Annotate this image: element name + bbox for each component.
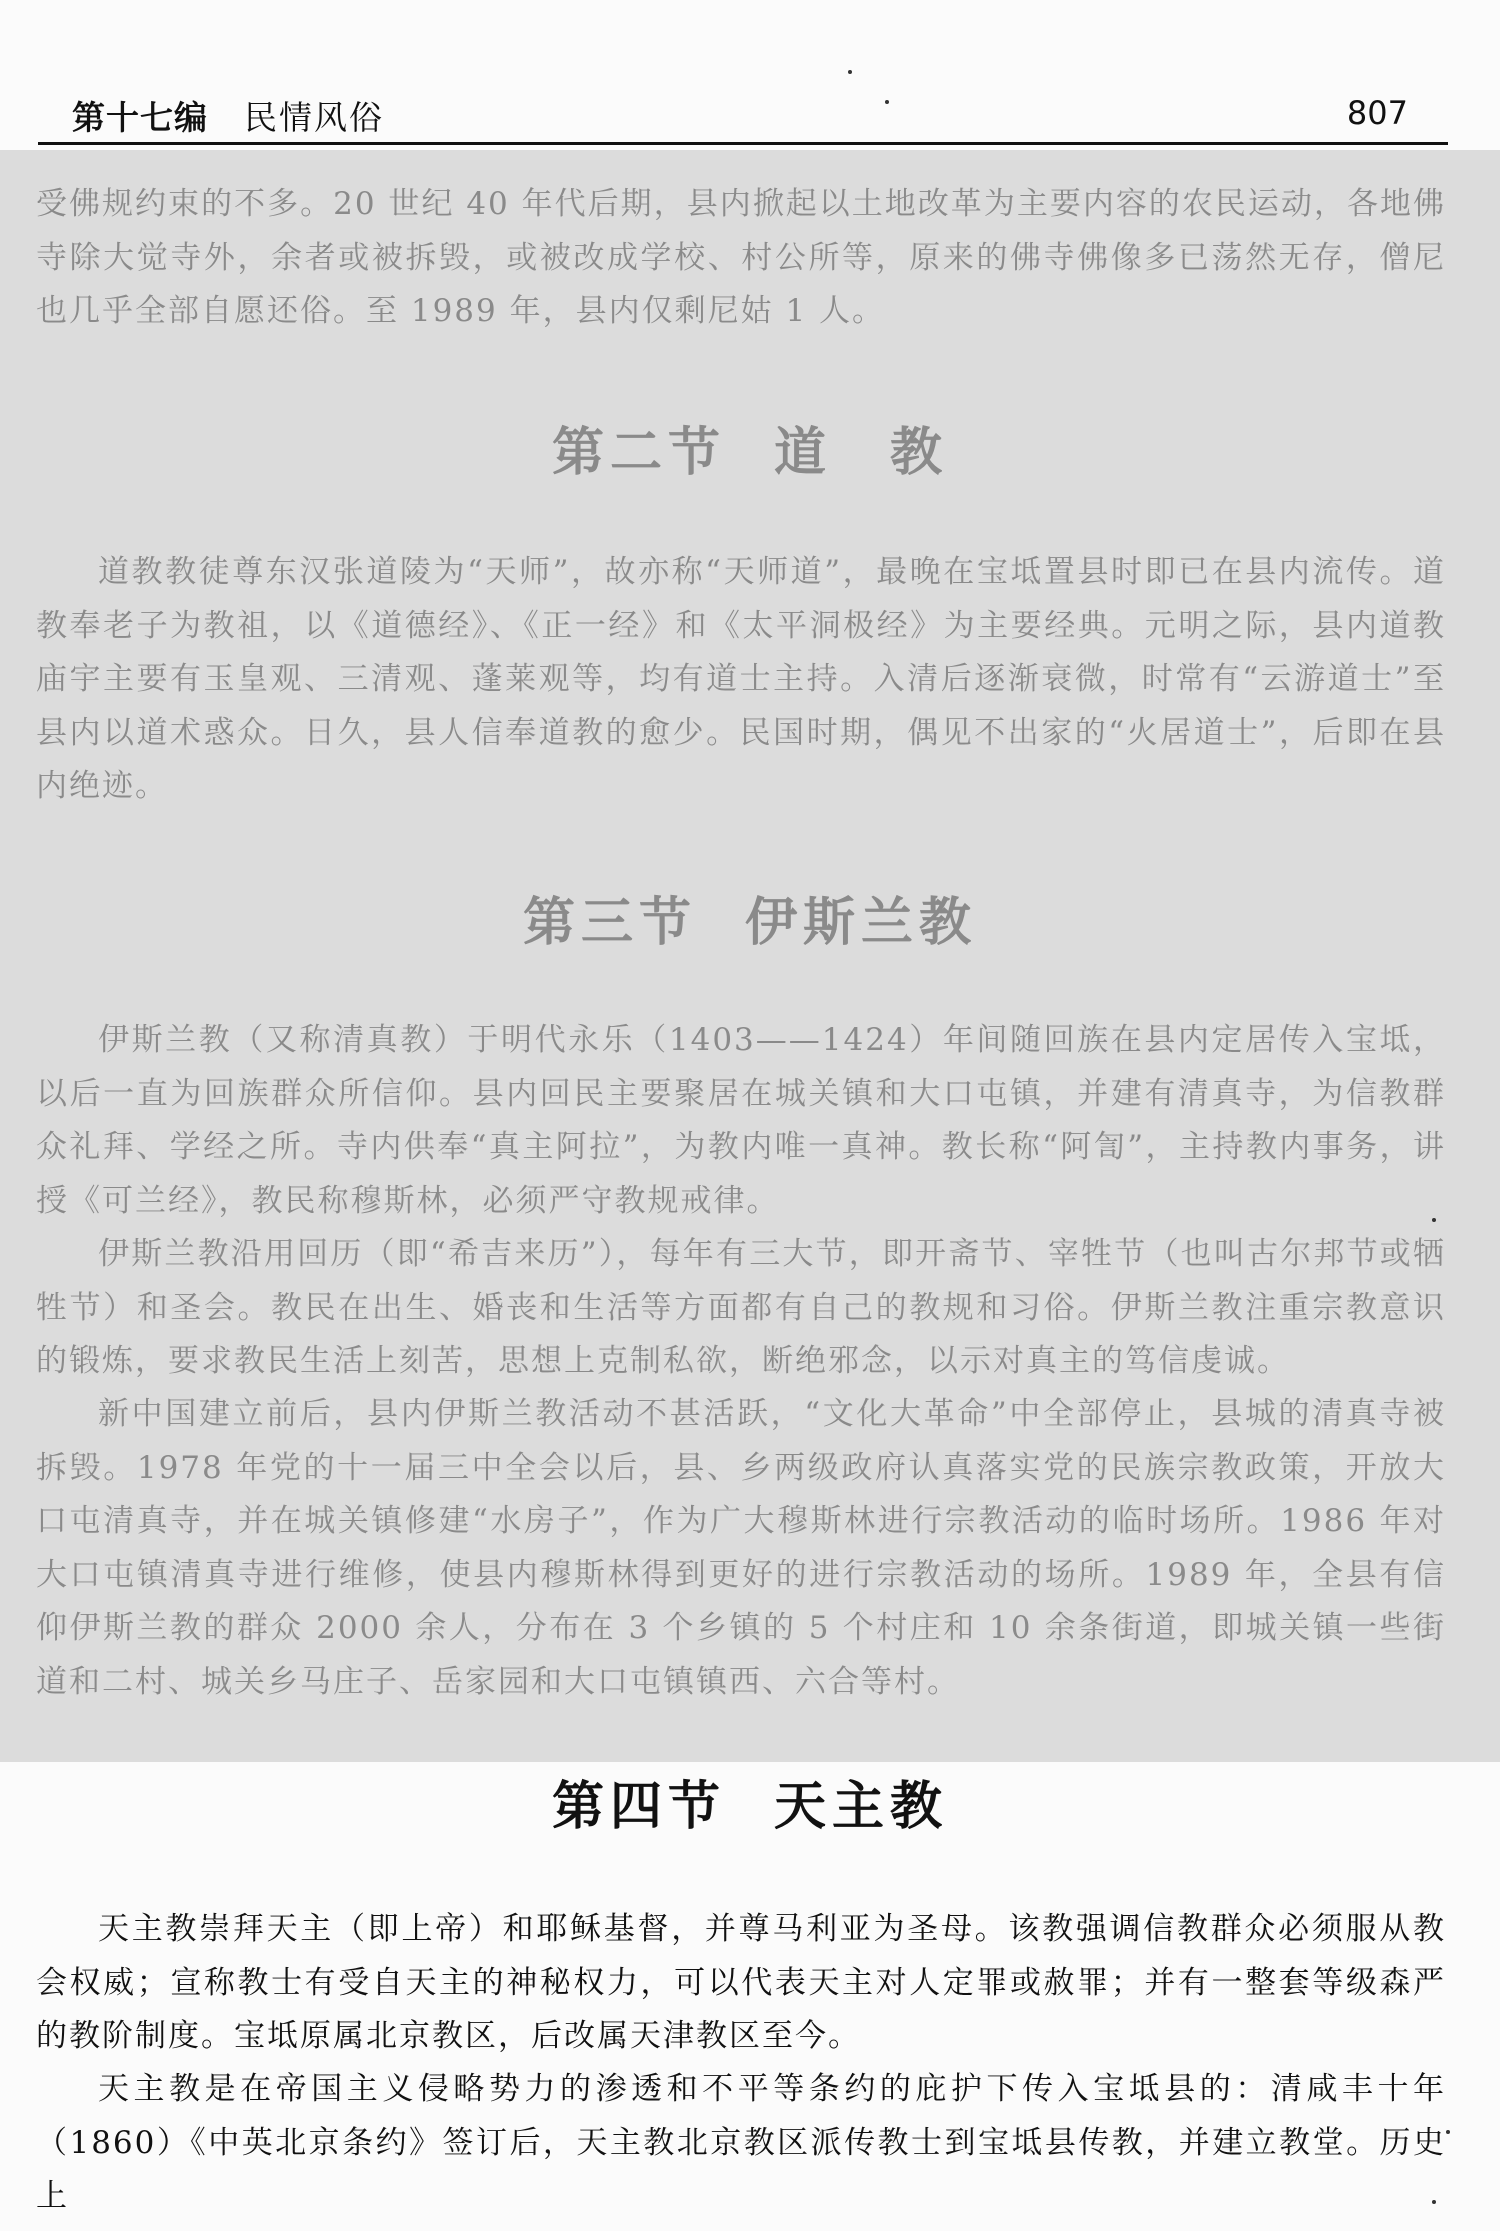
scan-speck xyxy=(1446,2130,1450,2134)
paragraph-catholicism-2: 天主教是在帝国主义侵略势力的渗透和不平等条约的庇护下传入宝坻县的：清咸丰十年（1860）《中英北京条约》签订后，天主教北京教区派传教士到宝坻县传教，并建立教堂。历史上 xyxy=(36,2071,1446,2214)
paragraph-catholicism-1: 天主教崇拜天主（即上帝）和耶稣基督，并尊马利亚为圣母。该教强调信教群众必须服从教会权威；宣称教士有受自天主的神秘权力，可以代表天主对人定罪或赦罪；并有一整套等级森严的教阶制度。宝坻原属北京教区，后改属天津教区至今。 xyxy=(36,1911,1446,2054)
scan-speck xyxy=(1432,2200,1436,2204)
chapter-title: 第十七编 xyxy=(72,98,208,137)
section-number: 第四节 xyxy=(551,1777,726,1837)
header-rule xyxy=(38,142,1448,145)
page-number: 807 xyxy=(1346,94,1408,132)
scan-speck xyxy=(1432,1218,1436,1222)
section-title-taoism xyxy=(0,410,1500,485)
paragraph-islam-1: 伊斯兰教（又称清真教）于明代永乐（1403——1424）年间随回族在县内定居传入宝坻，以后一直为回族群众所信仰。县内回民主要聚居在城关镇和大口屯镇，并建有清真寺，为信教群众礼拜、学经之所。寺内供奉“真主阿拉”，为教内唯一真神。教长称“阿訇”，主持教内事务，讲授《可兰经》，教民称穆斯林，必须严守教规戒律。 xyxy=(36,1022,1446,1219)
section-title-islam xyxy=(0,880,1500,955)
paragraph-buddhism-tail: 受佛规约束的不多。20 世纪 40 年代后期，县内掀起以土地改革为主要内容的农民运动，各地佛寺除大觉寺外，余者或被拆毁，或被改成学校、村公所等，原来的佛寺佛像多已荡然无存，僧尼也几乎全部自愿还俗。至 1989 年，县内仅剩尼姑 1 人。 xyxy=(36,186,1446,329)
scan-speck xyxy=(848,70,852,74)
section-number: 第二节 xyxy=(551,423,726,483)
paragraph-islam-2: 伊斯兰教沿用回历（即“希吉来历”），每年有三大节，即开斋节、宰牲节（也叫古尔邦节或牺牲节）和圣会。教民在出生、婚丧和生活等方面都有自己的教规和习俗。伊斯兰教注重宗教意识的锻炼，要求教民生活上刻苦，思想上克制私欲，断绝邪念，以示对真主的笃信虔诚。 xyxy=(36,1236,1446,1379)
section-running-title: 民情风俗 xyxy=(244,98,384,137)
page-header xyxy=(38,88,1448,140)
paragraph-islam-3: 新中国建立前后，县内伊斯兰教活动不甚活跃，“文化大革命”中全部停止，县城的清真寺被拆毁。1978 年党的十一届三中全会以后，县、乡两级政府认真落实党的民族宗教政策，开放大口屯清真寺，并在城关镇修建“水房子”，作为广大穆斯林进行宗教活动的临时场所。1986 年对大口屯镇清真寺进行维修，使县内穆斯林得到更好的进行宗教活动的场所。1989 年，全县有信仰伊斯兰教的群众 2000 余人，分布在 3 个乡镇的 5 个村庄和 10 余条街道，即城关镇一些街道和二村、城关乡马庄子、岳家园和大口屯镇镇西、六合等村。 xyxy=(36,1396,1446,1700)
section-name: 伊斯兰教 xyxy=(745,893,978,953)
section-number: 第三节 xyxy=(522,893,697,953)
section-name: 天主教 xyxy=(774,1777,949,1837)
section-title-catholicism xyxy=(0,1764,1500,1839)
scan-speck xyxy=(885,100,889,104)
paragraph-taoism: 道教教徒尊东汉张道陵为“天师”，故亦称“天师道”，最晚在宝坻置县时即已在县内流传。道教奉老子为教祖，以《道德经》、《正一经》和《太平洞极经》为主要经典。元明之际，县内道教庙宇主要有玉皇观、三清观、蓬莱观等，均有道士主持。入清后逐渐衰微，时常有“云游道士”至县内以道术惑众。日久，县人信奉道教的愈少。民国时期，偶见不出家的“火居道士”，后即在县内绝迹。 xyxy=(36,554,1446,804)
section-name: 道 教 xyxy=(774,423,949,483)
